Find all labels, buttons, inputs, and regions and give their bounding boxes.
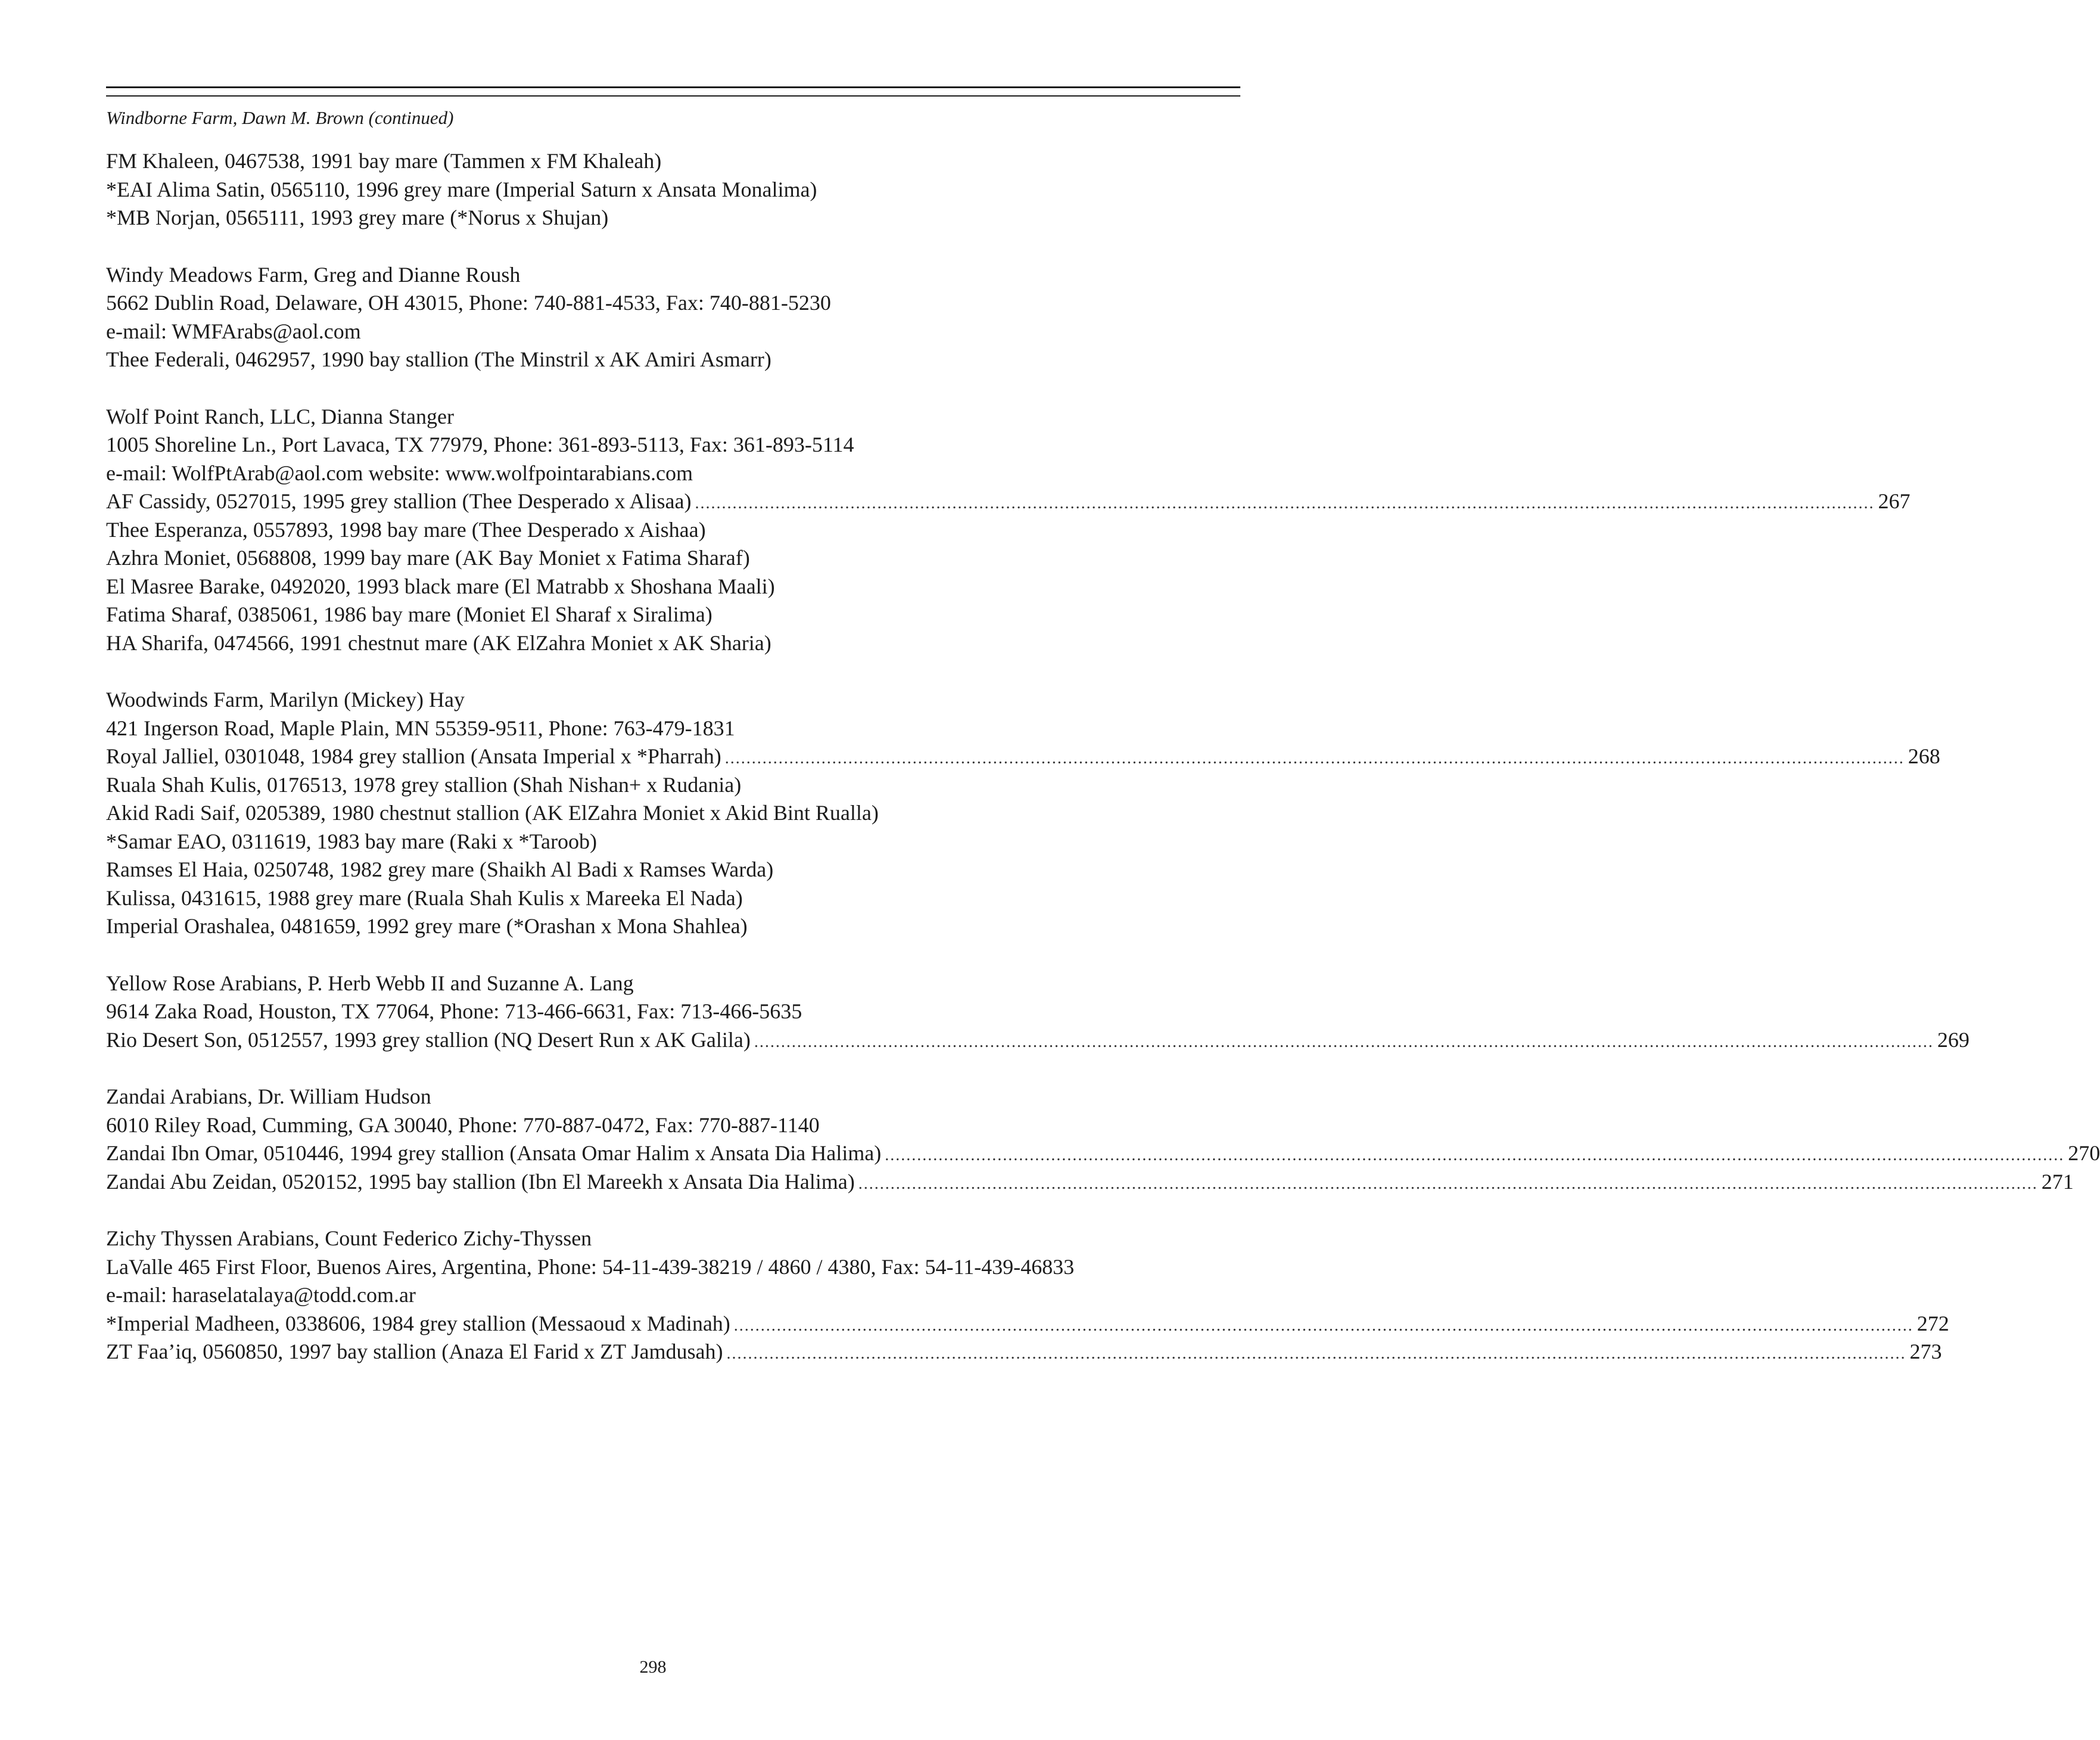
dot-leader: ............................................................................................................................................................................................................................	[695, 494, 1875, 512]
line-text: HA Sharifa, 0474566, 1991 chestnut mare (AK ElZahra Moniet x AK Sharia)	[106, 630, 771, 655]
line-text: Fatima Sharaf, 0385061, 1986 bay mare (Moniet El Sharaf x Siralima)	[106, 602, 713, 626]
page-reference: 273	[1909, 1340, 1942, 1363]
header-rule-top	[106, 86, 1240, 88]
entry-line	[106, 1168, 2074, 1197]
entry-line	[106, 771, 1240, 800]
entry-line	[106, 714, 1240, 743]
line-text: Windy Meadows Farm, Greg and Dianne Roush	[106, 262, 521, 287]
page-reference: 267	[1878, 489, 1911, 513]
line-text: AF Cassidy, 0527015, 1995 grey stallion (Thee Desperado x Alisaa)	[106, 489, 692, 513]
entry-line	[106, 998, 1240, 1026]
entry-line	[106, 1281, 1240, 1310]
entry-line	[106, 544, 1240, 573]
farm-entry	[106, 261, 1240, 374]
farm-entry	[106, 970, 1970, 1055]
farm-entry	[106, 1083, 2100, 1196]
line-text: e-mail: WMFArabs@aol.com	[106, 319, 361, 343]
farm-entry	[106, 147, 1240, 232]
farm-name-line	[106, 261, 1240, 290]
entry-line	[106, 487, 1911, 516]
line-text: e-mail: WolfPtArab@aol.com website: www.wolfpointarabians.com	[106, 461, 693, 485]
page-reference: 271	[2041, 1169, 2074, 1194]
page-reference: 269	[1937, 1027, 1970, 1052]
line-text: Kulissa, 0431615, 1988 grey mare (Ruala Shah Kulis x Mareeka El Nada)	[106, 885, 743, 910]
entry-line	[106, 1139, 2100, 1168]
farm-name-line	[106, 1083, 1240, 1111]
line-text: 1005 Shoreline Ln., Port Lavaca, TX 77979, Phone: 361-893-5113, Fax: 361-893-5114	[106, 433, 854, 456]
header-rule-bottom	[106, 95, 1240, 97]
line-text: 6010 Riley Road, Cumming, GA 30040, Phone: 770-887-0472, Fax: 770-887-1140	[106, 1113, 820, 1137]
entry-line	[106, 1253, 1240, 1282]
entry-line	[106, 176, 1240, 204]
dot-leader: ............................................................................................................................................................................................................................	[726, 1344, 1906, 1363]
page-reference: 270	[2068, 1141, 2100, 1165]
entry-line	[106, 318, 1240, 346]
line-text: Ramses El Haia, 0250748, 1982 grey mare (Shaikh Al Badi x Ramses Warda)	[106, 857, 774, 881]
farm-entry	[106, 1225, 1949, 1366]
entry-line	[106, 431, 1240, 459]
entry-line	[106, 629, 1240, 658]
line-text: Akid Radi Saif, 0205389, 1980 chestnut stallion (AK ElZahra Moniet x Akid Bint Rualla)	[106, 801, 879, 825]
line-text: Wolf Point Ranch, LLC, Dianna Stanger	[106, 404, 454, 428]
line-text: *EAI Alima Satin, 0565110, 1996 grey mare (Imperial Saturn x Ansata Monalima)	[106, 177, 817, 201]
dot-leader: ............................................................................................................................................................................................................................	[733, 1316, 1914, 1335]
page-number: 298	[639, 1657, 667, 1677]
line-text: Ruala Shah Kulis, 0176513, 1978 grey stallion (Shah Nishan+ x Rudania)	[106, 772, 742, 797]
dot-leader: ............................................................................................................................................................................................................................	[724, 749, 1905, 768]
entry-line	[106, 346, 1240, 374]
entry-line	[106, 828, 1240, 856]
farm-name-line	[106, 970, 1240, 998]
farm-name-line	[106, 686, 1240, 714]
continued-heading: Windborne Farm, Dawn M. Brown (continued)	[106, 107, 454, 128]
line-text: FM Khaleen, 0467538, 1991 bay mare (Tammen x FM Khaleah)	[106, 149, 662, 173]
line-text: Zandai Arabians, Dr. William Hudson	[106, 1085, 431, 1108]
entry-line	[106, 516, 1240, 545]
line-text: Rio Desert Son, 0512557, 1993 grey stallion (NQ Desert Run x AK Galila)	[106, 1027, 751, 1052]
entry-line	[106, 1111, 1240, 1140]
farm-entry	[106, 403, 1911, 658]
page-reference: 272	[1917, 1311, 1949, 1335]
line-text: ZT Faa’iq, 0560850, 1997 bay stallion (Anaza El Farid x ZT Jamdusah)	[106, 1340, 723, 1363]
line-text: e-mail: haraselatalaya@todd.com.ar	[106, 1283, 416, 1307]
dot-leader: ............................................................................................................................................................................................................................	[858, 1174, 2038, 1193]
line-text: Royal Jalliel, 0301048, 1984 grey stallion (Ansata Imperial x *Pharrah)	[106, 744, 721, 768]
entry-line	[106, 147, 1240, 176]
line-text: 9614 Zaka Road, Houston, TX 77064, Phone: 713-466-6631, Fax: 713-466-5635	[106, 999, 802, 1023]
entry-line	[106, 1026, 1970, 1055]
entry-line	[106, 799, 1240, 828]
line-text: Woodwinds Farm, Marilyn (Mickey) Hay	[106, 688, 465, 711]
entry-line	[106, 884, 1240, 913]
line-text: Zandai Abu Zeidan, 0520152, 1995 bay stallion (Ibn El Mareekh x Ansata Dia Halima)	[106, 1169, 855, 1194]
line-text: Zichy Thyssen Arabians, Count Federico Zichy-Thyssen	[106, 1226, 592, 1250]
line-text: Azhra Moniet, 0568808, 1999 bay mare (AK Bay Moniet x Fatima Sharaf)	[106, 546, 750, 570]
line-text: El Masree Barake, 0492020, 1993 black mare (El Matrabb x Shoshana Maali)	[106, 574, 775, 598]
farm-name-line	[106, 1225, 1240, 1253]
dot-leader: ............................................................................................................................................................................................................................	[885, 1146, 2065, 1164]
entry-line	[106, 856, 1240, 884]
line-text: Thee Esperanza, 0557893, 1998 bay mare (Thee Desperado x Aishaa)	[106, 517, 706, 542]
line-text: *MB Norjan, 0565111, 1993 grey mare (*Norus x Shujan)	[106, 206, 609, 229]
line-text: *Samar EAO, 0311619, 1983 bay mare (Raki x *Taroob)	[106, 829, 597, 853]
farm-name-line	[106, 403, 1240, 431]
entry-line	[106, 601, 1240, 629]
entry-line	[106, 1310, 1949, 1338]
line-text: Thee Federali, 0462957, 1990 bay stallion (The Minstril x AK Amiri Asmarr)	[106, 347, 771, 371]
line-text: 421 Ingerson Road, Maple Plain, MN 55359-9511, Phone: 763-479-1831	[106, 716, 735, 740]
entry-line	[106, 204, 1240, 232]
entry-line	[106, 459, 1240, 488]
line-text: 5662 Dublin Road, Delaware, OH 43015, Phone: 740-881-4533, Fax: 740-881-5230	[106, 291, 831, 315]
page-reference: 268	[1908, 744, 1940, 768]
dot-leader: ............................................................................................................................................................................................................................	[754, 1032, 1934, 1051]
entry-line	[106, 573, 1240, 601]
entry-line	[106, 289, 1240, 318]
line-text: Zandai Ibn Omar, 0510446, 1994 grey stallion (Ansata Omar Halim x Ansata Dia Halima)	[106, 1141, 882, 1165]
entry-line	[106, 912, 1240, 941]
entry-line	[106, 742, 1940, 771]
line-text: LaValle 465 First Floor, Buenos Aires, Argentina, Phone: 54-11-439-38219 / 4860 / 4380, Fax: 54-11-439-46833	[106, 1254, 1075, 1279]
line-text: Imperial Orashalea, 0481659, 1992 grey mare (*Orashan x Mona Shahlea)	[106, 914, 748, 938]
directory-listing	[106, 147, 2100, 1395]
farm-entry	[106, 686, 1940, 941]
entry-line	[106, 1338, 1942, 1366]
line-text: Yellow Rose Arabians, P. Herb Webb II and Suzanne A. Lang	[106, 971, 634, 995]
line-text: *Imperial Madheen, 0338606, 1984 grey stallion (Messaoud x Madinah)	[106, 1311, 730, 1335]
